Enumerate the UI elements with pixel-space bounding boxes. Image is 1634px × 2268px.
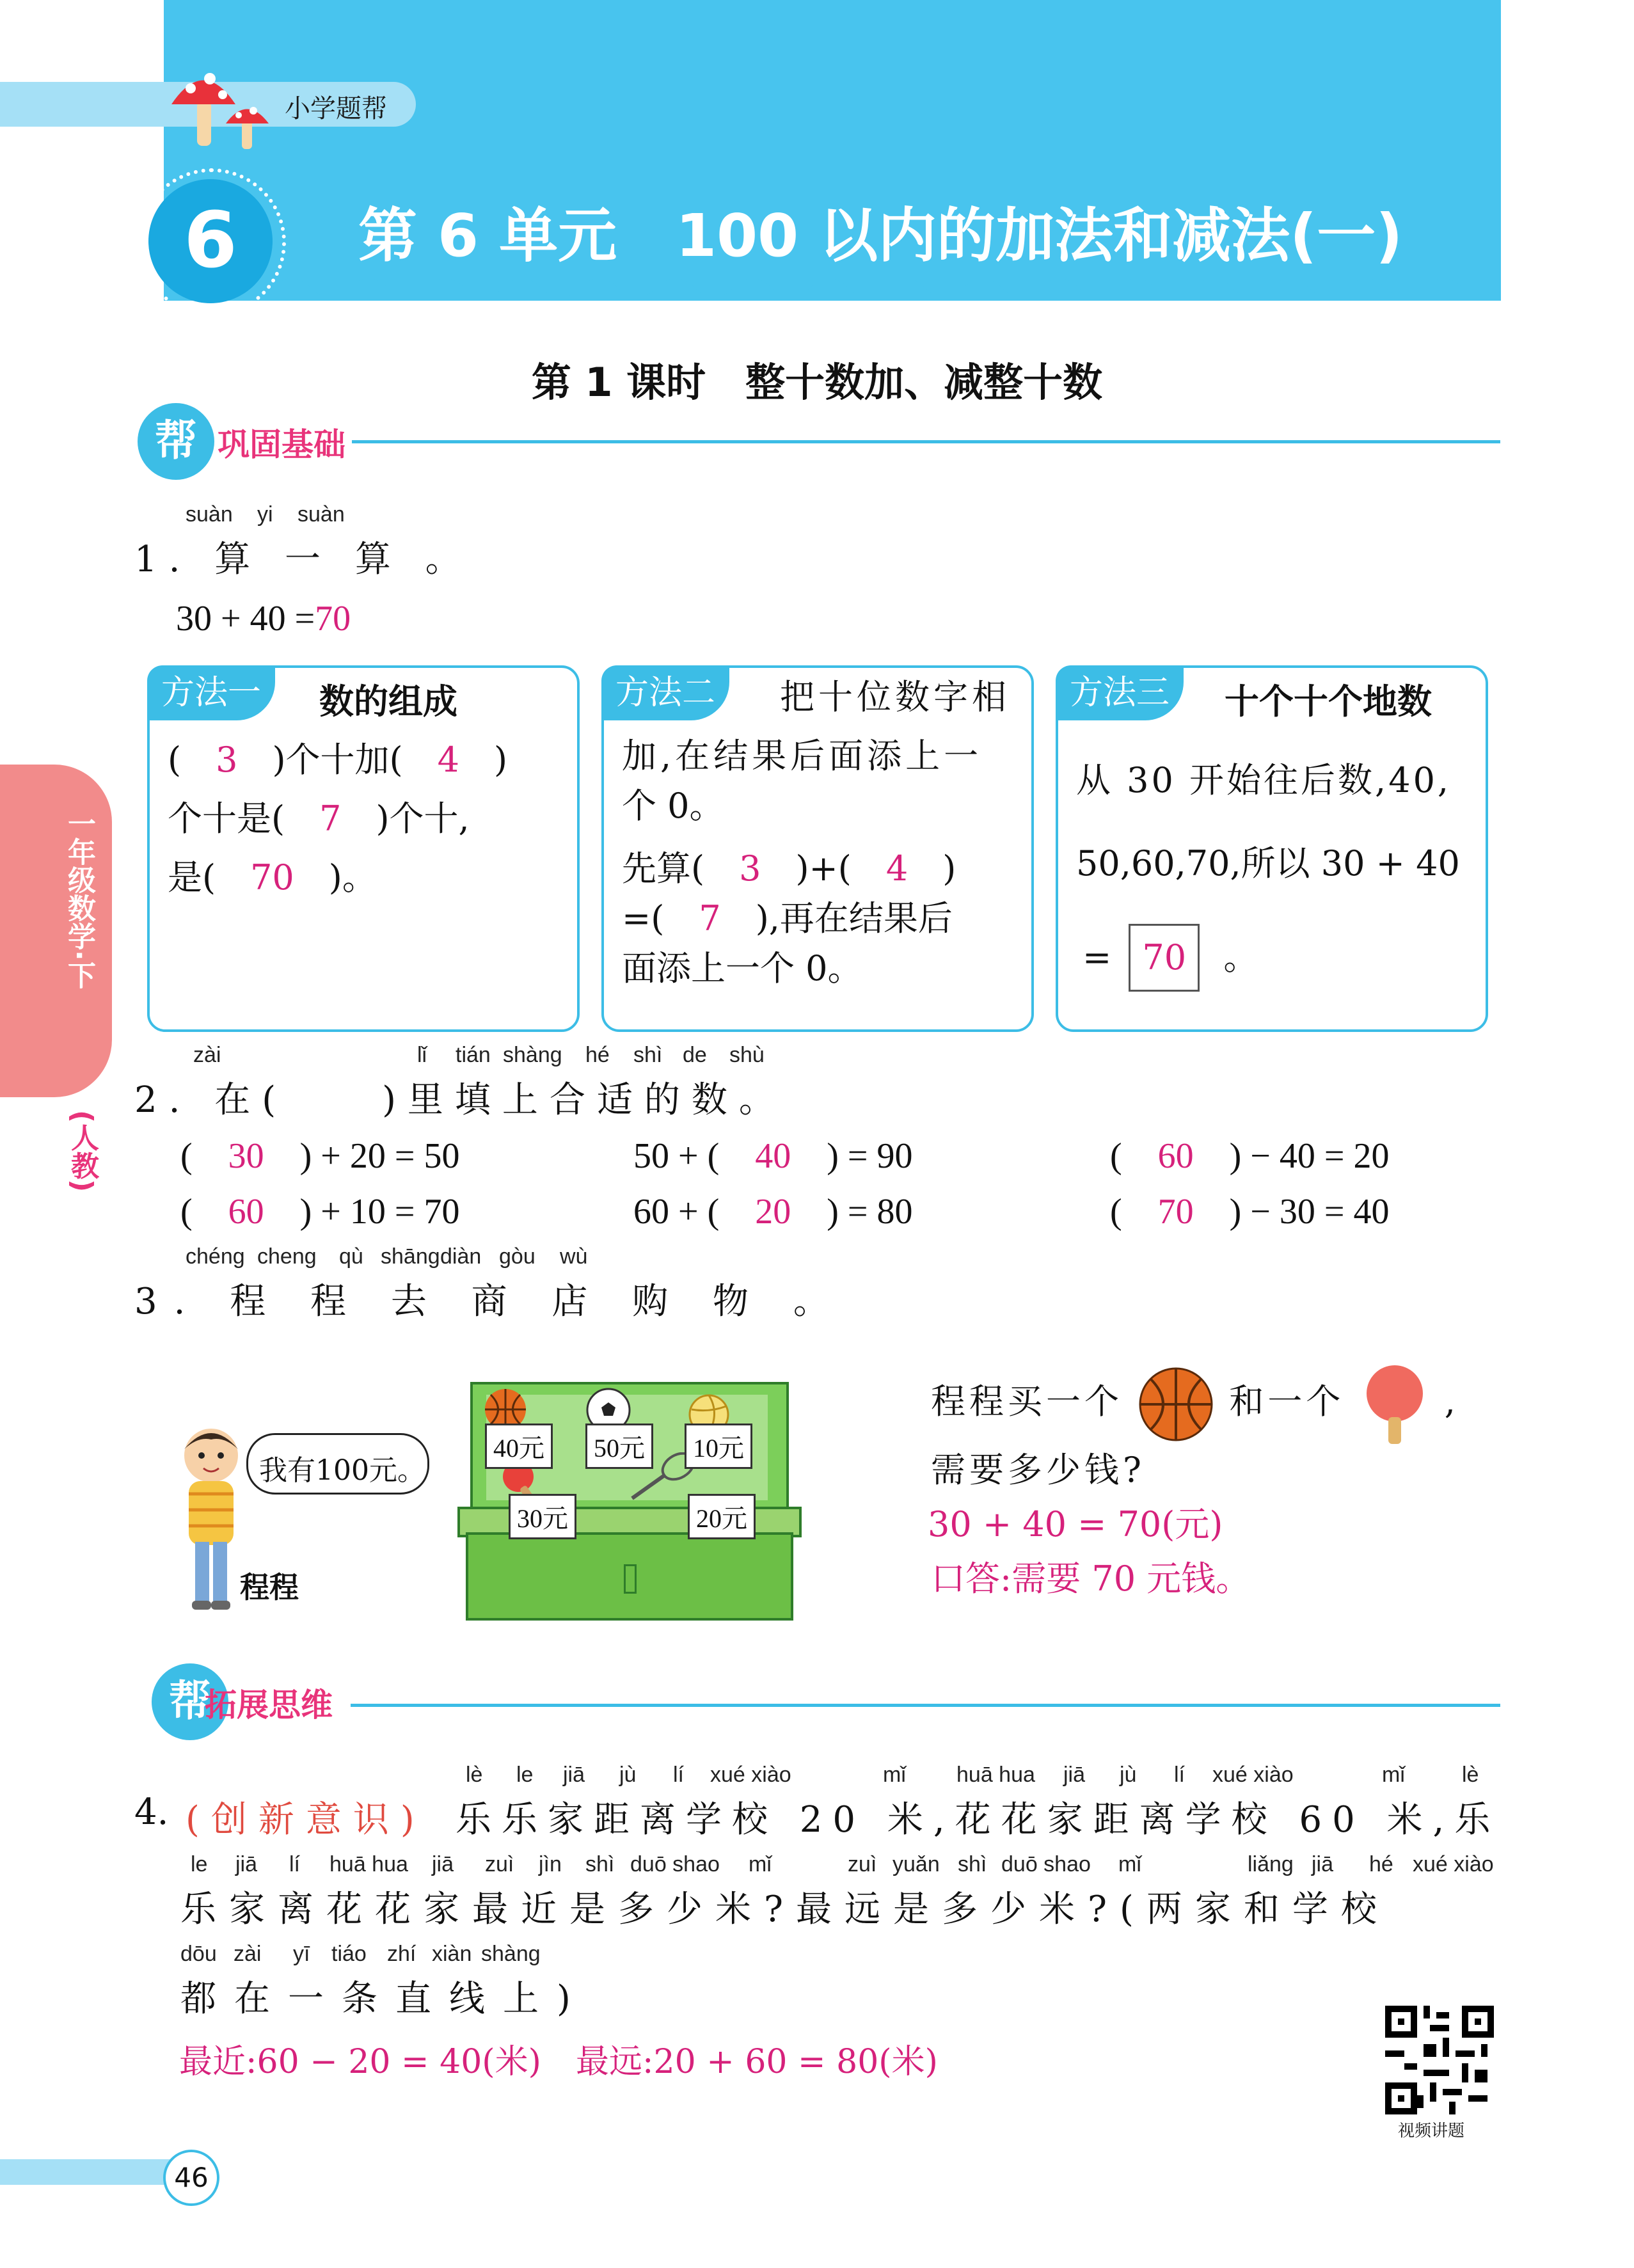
q2-post: ) − 30 = 40 (1229, 1192, 1390, 1232)
q4-py2: duō shao (630, 1852, 720, 1876)
m1-ans4: 70 (250, 857, 294, 898)
q4-py1: jù (1120, 1763, 1137, 1787)
unit-title: 第 6 单元 100 以内的加法和减法(一) (358, 202, 1403, 270)
q4-py2: jìn (539, 1852, 562, 1876)
q2-pre: ( (1110, 1192, 1122, 1232)
q4-py2: jiā (235, 1852, 258, 1876)
side-tab-edition: (人教) (66, 1110, 99, 1193)
method1-line3 (168, 848, 377, 907)
q2-r1c2 (633, 1136, 912, 1177)
q4-answer-near: 最近:60 − 20 = 40(米) (179, 2043, 541, 2081)
q4-py2: zuì (485, 1852, 514, 1876)
q3-pinyin-1: chéng (186, 1244, 245, 1269)
q4-py3: zhí (387, 1942, 416, 1966)
unit-number-badge (148, 179, 273, 303)
q4-py1: lí (673, 1763, 684, 1787)
q2-pinyin-8: shù (729, 1043, 765, 1067)
side-tab-grade: 一年级数学·下 (63, 809, 95, 989)
child-illustration (173, 1420, 250, 1612)
section1-badge: 帮 (138, 403, 214, 480)
q2-answer: 40 (755, 1136, 791, 1176)
q4-py3: dōu (180, 1942, 217, 1966)
q3-q1c: , (1444, 1381, 1459, 1422)
q2-post: ) − 40 = 20 (1229, 1136, 1390, 1176)
method2-title: 把十位数字相 (780, 677, 1010, 717)
q2-answer: 30 (228, 1136, 264, 1176)
m2-t1: 先算( (622, 848, 705, 889)
brand-name: 小学题帮 (285, 94, 387, 123)
q2-post: ) = 90 (827, 1136, 913, 1176)
q1-pinyin-1: suàn (186, 502, 233, 527)
price-tag-soccer: 50元 (585, 1423, 653, 1469)
q2-r1c1 (180, 1136, 459, 1177)
q4-py1: jù (619, 1763, 637, 1787)
m1-t6: 是( (168, 857, 216, 898)
q3-pinyin-2: cheng (257, 1244, 317, 1269)
q2-r2c1 (180, 1191, 459, 1232)
m2-ans3: 7 (699, 898, 721, 939)
shop-counter-handle (624, 1564, 637, 1594)
q4-py2: xué xiào (1413, 1852, 1494, 1876)
q3-question-line1 (931, 1363, 1459, 1446)
q2-post: ) + 20 = 50 (299, 1136, 460, 1176)
section2-divider (351, 1704, 1500, 1707)
q4-py3: tiáo (331, 1942, 367, 1966)
q3-q1b: 和一个 (1229, 1381, 1345, 1422)
q2-label: 2. 在( )里填上合适的数。 (134, 1079, 786, 1121)
q4-py1: jiā (1063, 1763, 1086, 1787)
q3-pinyin-5: diàn (440, 1244, 482, 1269)
q3-pinyin-7: wù (560, 1244, 588, 1269)
m1-t3: ) (493, 740, 508, 780)
header-wave (164, 269, 1501, 320)
method3-tag: 方法三 (1056, 665, 1184, 720)
q1-equation (176, 598, 351, 639)
q3-answer-equation: 30 + 40 = 70(元) (928, 1504, 1223, 1544)
qr-code-icon[interactable] (1385, 2006, 1494, 2114)
q4-py2: lí (289, 1852, 300, 1876)
q2-pinyin-5: hé (585, 1043, 610, 1067)
q3-answer-text: 口答:需要 70 元钱。 (931, 1558, 1251, 1599)
q4-line2: 乐家离花花家最近是多少米?最远是多少米?(两家和学校 (180, 1889, 1390, 1930)
m2-t2: )+( (795, 848, 852, 889)
q4-py1: xué xiào (1212, 1763, 1294, 1787)
m2-ans1: 3 (739, 848, 761, 889)
section2-badge: 帮 (152, 1663, 228, 1740)
q4-py2: mǐ (1118, 1852, 1141, 1876)
m1-t1: ( (168, 740, 182, 780)
m1-ans2: 4 (437, 740, 459, 780)
price-tag-pingpong: 30元 (509, 1494, 576, 1539)
q4-py2: zuì (848, 1852, 877, 1876)
m2-ans2: 4 (885, 848, 908, 889)
q2-pinyin-3: tián (456, 1043, 491, 1067)
method1-title: 数的组成 (319, 681, 457, 722)
m2-t5: ),再在结果后 (755, 898, 953, 939)
q2-r2c3 (1110, 1191, 1389, 1232)
q2-post: ) = 80 (827, 1192, 913, 1232)
q4-py3: shàng (481, 1942, 541, 1966)
q4-py1: le (516, 1763, 534, 1787)
q2-pinyin-2: lǐ (417, 1043, 427, 1067)
method3-title: 十个十个地数 (1225, 681, 1432, 722)
m1-t2: )个十加( (272, 740, 403, 780)
q4-number: 4. (134, 1791, 169, 1833)
q4-py1: xué xiào (710, 1763, 791, 1787)
q2-pinyin-1: zài (193, 1043, 221, 1067)
q4-py1: lè (466, 1763, 483, 1787)
unit-number: 6 (184, 196, 237, 285)
m1-t5: )个十, (376, 798, 470, 839)
q4-py3: yī (293, 1942, 310, 1966)
method3-line3 (1083, 924, 1258, 992)
q3-pinyin-4: shāng (381, 1244, 440, 1269)
q4-py2: jiā (1312, 1852, 1334, 1876)
q4-py1: mǐ (883, 1763, 906, 1787)
q4-py1: jiā (563, 1763, 585, 1787)
method2-tag: 方法二 (601, 665, 729, 720)
m1-ans3: 7 (319, 798, 342, 839)
method2-line1: 加,在结果后面添上一 (622, 736, 983, 776)
q2-pinyin-7: de (683, 1043, 707, 1067)
q4-line1: 乐乐家距离学校 20 米,花花家距离学校 60 米,乐 (456, 1799, 1501, 1841)
q2-pre: 50 + ( (633, 1136, 720, 1176)
q4-py2: huā hua (329, 1852, 408, 1876)
q3-question-line2: 需要多少钱? (931, 1450, 1145, 1490)
q2-pinyin-6: shì (633, 1043, 663, 1067)
q2-pre: 60 + ( (633, 1192, 720, 1232)
page-number: 46 (174, 2162, 209, 2193)
q4-py2: shì (958, 1852, 987, 1876)
q4-py1: mǐ (1382, 1763, 1405, 1787)
q3-pinyin-3: qù (339, 1244, 363, 1269)
q2-answer: 70 (1157, 1192, 1194, 1232)
q4-py3: zài (234, 1942, 262, 1966)
q4-line3: 都在一条直线上) (180, 1978, 589, 2020)
q1-pinyin-2: yi (257, 502, 273, 527)
pingpong-paddle-icon (1360, 1363, 1430, 1446)
m3-suffix: 。 (1223, 937, 1258, 978)
q2-pre: ( (180, 1136, 193, 1176)
speech-text: 我有100元。 (259, 1454, 425, 1487)
q3-label: 3. 程 程 去 商 店 购 物 。 (134, 1281, 846, 1322)
m2-t3: ) (942, 848, 956, 889)
method1-tag: 方法一 (147, 665, 275, 720)
q4-py2: mǐ (749, 1852, 772, 1876)
m3-eq: = (1083, 937, 1112, 978)
q2-pre: ( (1110, 1136, 1122, 1176)
q4-py1: lí (1174, 1763, 1185, 1787)
section1-title: 巩固基础 (218, 426, 345, 463)
q4-py2: duō shao (1001, 1852, 1091, 1876)
q4-py2: shì (585, 1852, 615, 1876)
q4-answer-far: 最远:20 + 60 = 80(米) (576, 2043, 938, 2081)
price-tag-volleyball: 10元 (685, 1423, 752, 1469)
method1-box (147, 665, 580, 1032)
q3-pinyin-6: gòu (499, 1244, 535, 1269)
qr-caption: 视频讲题 (1398, 2121, 1465, 2141)
q2-pinyin-4: shàng (503, 1043, 562, 1067)
method1-line1 (168, 731, 507, 789)
q2-answer: 20 (755, 1192, 791, 1232)
basketball-icon (1138, 1366, 1214, 1443)
method3-line2: 50,60,70,所以 30 + 40 (1076, 843, 1460, 884)
q3-q1a: 程程买一个 (931, 1381, 1123, 1422)
method2-line2: 个 0。 (622, 786, 724, 826)
section1-divider (352, 440, 1500, 443)
q4-py2: yuǎn (892, 1852, 940, 1876)
m1-t4: 个十是( (168, 798, 285, 839)
section2-title: 拓展思维 (205, 1686, 333, 1724)
q4-py1: huā hua (956, 1763, 1035, 1787)
q1-pinyin-3: suàn (297, 502, 345, 527)
q4-py2: hé (1369, 1852, 1393, 1876)
m2-t4: =( (622, 898, 665, 939)
q1-answer: 70 (315, 599, 351, 638)
q2-post: ) + 10 = 70 (299, 1192, 460, 1232)
q1-label: 1. 算 一 算 。 (134, 539, 473, 580)
q2-r1c3 (1110, 1136, 1389, 1177)
q2-answer: 60 (228, 1192, 264, 1232)
q1-equation-text: 30 + 40 = (176, 599, 315, 638)
q4-py3: xiàn (432, 1942, 472, 1966)
q4-py1: lè (1462, 1763, 1479, 1787)
m1-t7: )。 (328, 857, 377, 898)
page-number-badge (163, 2150, 219, 2206)
method1-line2 (168, 789, 470, 848)
price-tag-basketball: 40元 (485, 1423, 553, 1469)
child-name: 程程 (240, 1570, 299, 1605)
q4-py2: jiā (432, 1852, 454, 1876)
m1-ans1: 3 (216, 740, 238, 780)
q2-pre: ( (180, 1192, 193, 1232)
q2-answer: 60 (1157, 1136, 1194, 1176)
price-tag-badminton: 20元 (688, 1494, 756, 1539)
q4-py2: le (191, 1852, 208, 1876)
q4-py2: liǎng (1248, 1852, 1294, 1876)
m3-boxed-answer: 70 (1129, 924, 1200, 992)
method3-line1: 从 30 开始往后数,40, (1076, 760, 1452, 800)
mushroom-icon (165, 56, 280, 152)
method3-box (1056, 665, 1488, 1032)
method2-box (601, 665, 1034, 1032)
q4-tag: (创新意识) (186, 1799, 426, 1841)
method2-line5: 面添上一个 0。 (622, 948, 862, 988)
q2-r2c2 (633, 1191, 912, 1232)
lesson-title: 第 1 课时 整十数加、减整十数 (531, 359, 1103, 406)
